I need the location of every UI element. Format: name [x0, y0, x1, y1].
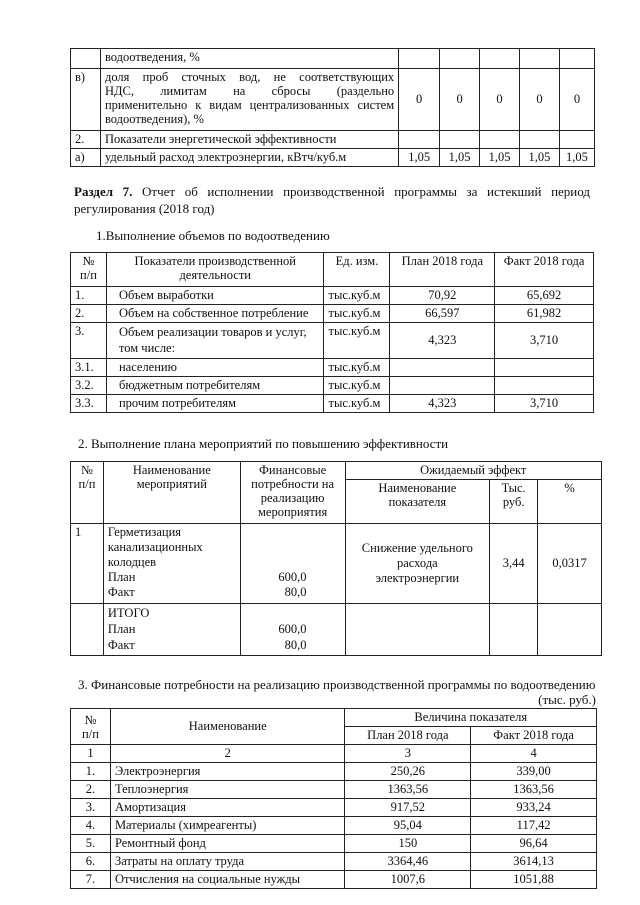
- header-fin: Финансовые потребности на реализацию мероприятия: [240, 462, 345, 524]
- table-row: 1 Герметизация канализационных колодцев План Факт 600,0 80,0 Снижение удельного расхода электроэнергии 3,44 0,0317: [71, 524, 602, 604]
- header-rub: Тыс. руб.: [490, 480, 538, 524]
- units-note: (тыс. руб.): [538, 692, 596, 707]
- row-number: а): [71, 149, 101, 167]
- header-effect: Ожидаемый эффект: [345, 462, 601, 480]
- header-num: № п/п: [71, 253, 107, 287]
- table-row: 3. Амортизация 917,52 933,24: [71, 799, 597, 817]
- table-row: [71, 131, 595, 149]
- table-row: 1. Электроэнергия 250,26 339,00: [71, 763, 597, 781]
- table-row: 4. Материалы (химреагенты) 95,04 117,42: [71, 817, 597, 835]
- table-row: 3.1. населению тыс.куб.м: [71, 359, 594, 377]
- table-title: 3. Финансовые потребности на реализацию производственной программы по водоотведению: [78, 677, 596, 692]
- table-title: 1.Выполнение объемов по водоотведению: [96, 228, 330, 243]
- row-number: 2.: [71, 131, 101, 149]
- header-plan: План 2018 года: [345, 727, 471, 745]
- row-text: Показатели энергетической эффективности: [100, 131, 398, 149]
- table-row: 2. Объем на собственное потребление тыс.куб.м 66,597 61,982: [71, 305, 594, 323]
- table-row: 3.3. прочим потребителям тыс.куб.м 4,323 3,710: [71, 395, 594, 413]
- efficiency-indicators-table: [70, 48, 595, 167]
- table-row: ИТОГО План Факт 600,0 80,0: [71, 604, 602, 656]
- table-header-row: [71, 462, 602, 480]
- header-fact: Факт 2018 года: [471, 727, 597, 745]
- financial-needs-table: [70, 708, 597, 889]
- volumes-table: [70, 252, 594, 413]
- table-row: 3.2. бюджетным потребителям тыс.куб.м: [71, 377, 594, 395]
- table-row: [71, 69, 595, 131]
- value-cell: 0: [559, 69, 594, 131]
- header-unit: Ед. изм.: [324, 253, 390, 287]
- value-cell: 1,05: [520, 149, 560, 167]
- row-text: доля проб сточных вод, не соответствующих НДС, лимитам на сбросы (раздельно применительно к видам централизованных систем водоотведения), %: [100, 69, 398, 131]
- table-header-row: [71, 253, 594, 287]
- value-cell: 0: [520, 69, 560, 131]
- header-num: № п/п: [71, 709, 111, 745]
- value-cell: 1,05: [559, 149, 594, 167]
- row-text: водоотведения, %: [100, 49, 398, 69]
- table-row: 6. Затраты на оплату труда 3364,46 3614,13: [71, 853, 597, 871]
- table-row: 1. Объем выработки тыс.куб.м 70,92 65,692: [71, 287, 594, 305]
- section-heading: Раздел 7. Отчет об исполнении производственной программы за истекший период регулирования (2018 год): [74, 184, 590, 216]
- header-value: Величина показателя: [345, 709, 597, 727]
- row-number: в): [71, 69, 101, 131]
- value-cell: 1,05: [440, 149, 480, 167]
- header-num: № п/п: [71, 462, 104, 524]
- value-cell: 1,05: [399, 149, 440, 167]
- value-cell: 0: [399, 69, 440, 131]
- header-pct: %: [538, 480, 602, 524]
- table-header-row: [71, 709, 597, 727]
- table-row: 7. Отчисления на социальные нужды 1007,6 1051,88: [71, 871, 597, 889]
- section-number: Раздел 7.: [74, 184, 133, 199]
- header-name: Наименование: [110, 709, 345, 745]
- header-plan: План 2018 года: [390, 253, 495, 287]
- table-row: 3. Объем реализации товаров и услуг, том числе: тыс.куб.м 4,323 3,710: [71, 323, 594, 359]
- value-cell: 1,05: [480, 149, 520, 167]
- row-text: удельный расход электроэнергии, кВтч/куб.м: [100, 149, 398, 167]
- table-title: 2. Выполнение плана мероприятий по повышению эффективности: [78, 436, 449, 451]
- table-row: [71, 49, 595, 69]
- header-name: Показатели производственной деятельности: [106, 253, 324, 287]
- header-fact: Факт 2018 года: [495, 253, 594, 287]
- value-cell: 0: [440, 69, 480, 131]
- table-row: [71, 149, 595, 167]
- header-indicator: Наименование показателя: [345, 480, 490, 524]
- table-row: 5. Ремонтный фонд 150 96,64: [71, 835, 597, 853]
- value-cell: 0: [480, 69, 520, 131]
- header-name: Наименование мероприятий: [103, 462, 240, 524]
- column-number-row: 1 2 3 4: [71, 745, 597, 763]
- table-row: 2. Теплоэнергия 1363,56 1363,56: [71, 781, 597, 799]
- measures-table: [70, 461, 602, 656]
- total-label: ИТОГО: [107, 606, 150, 620]
